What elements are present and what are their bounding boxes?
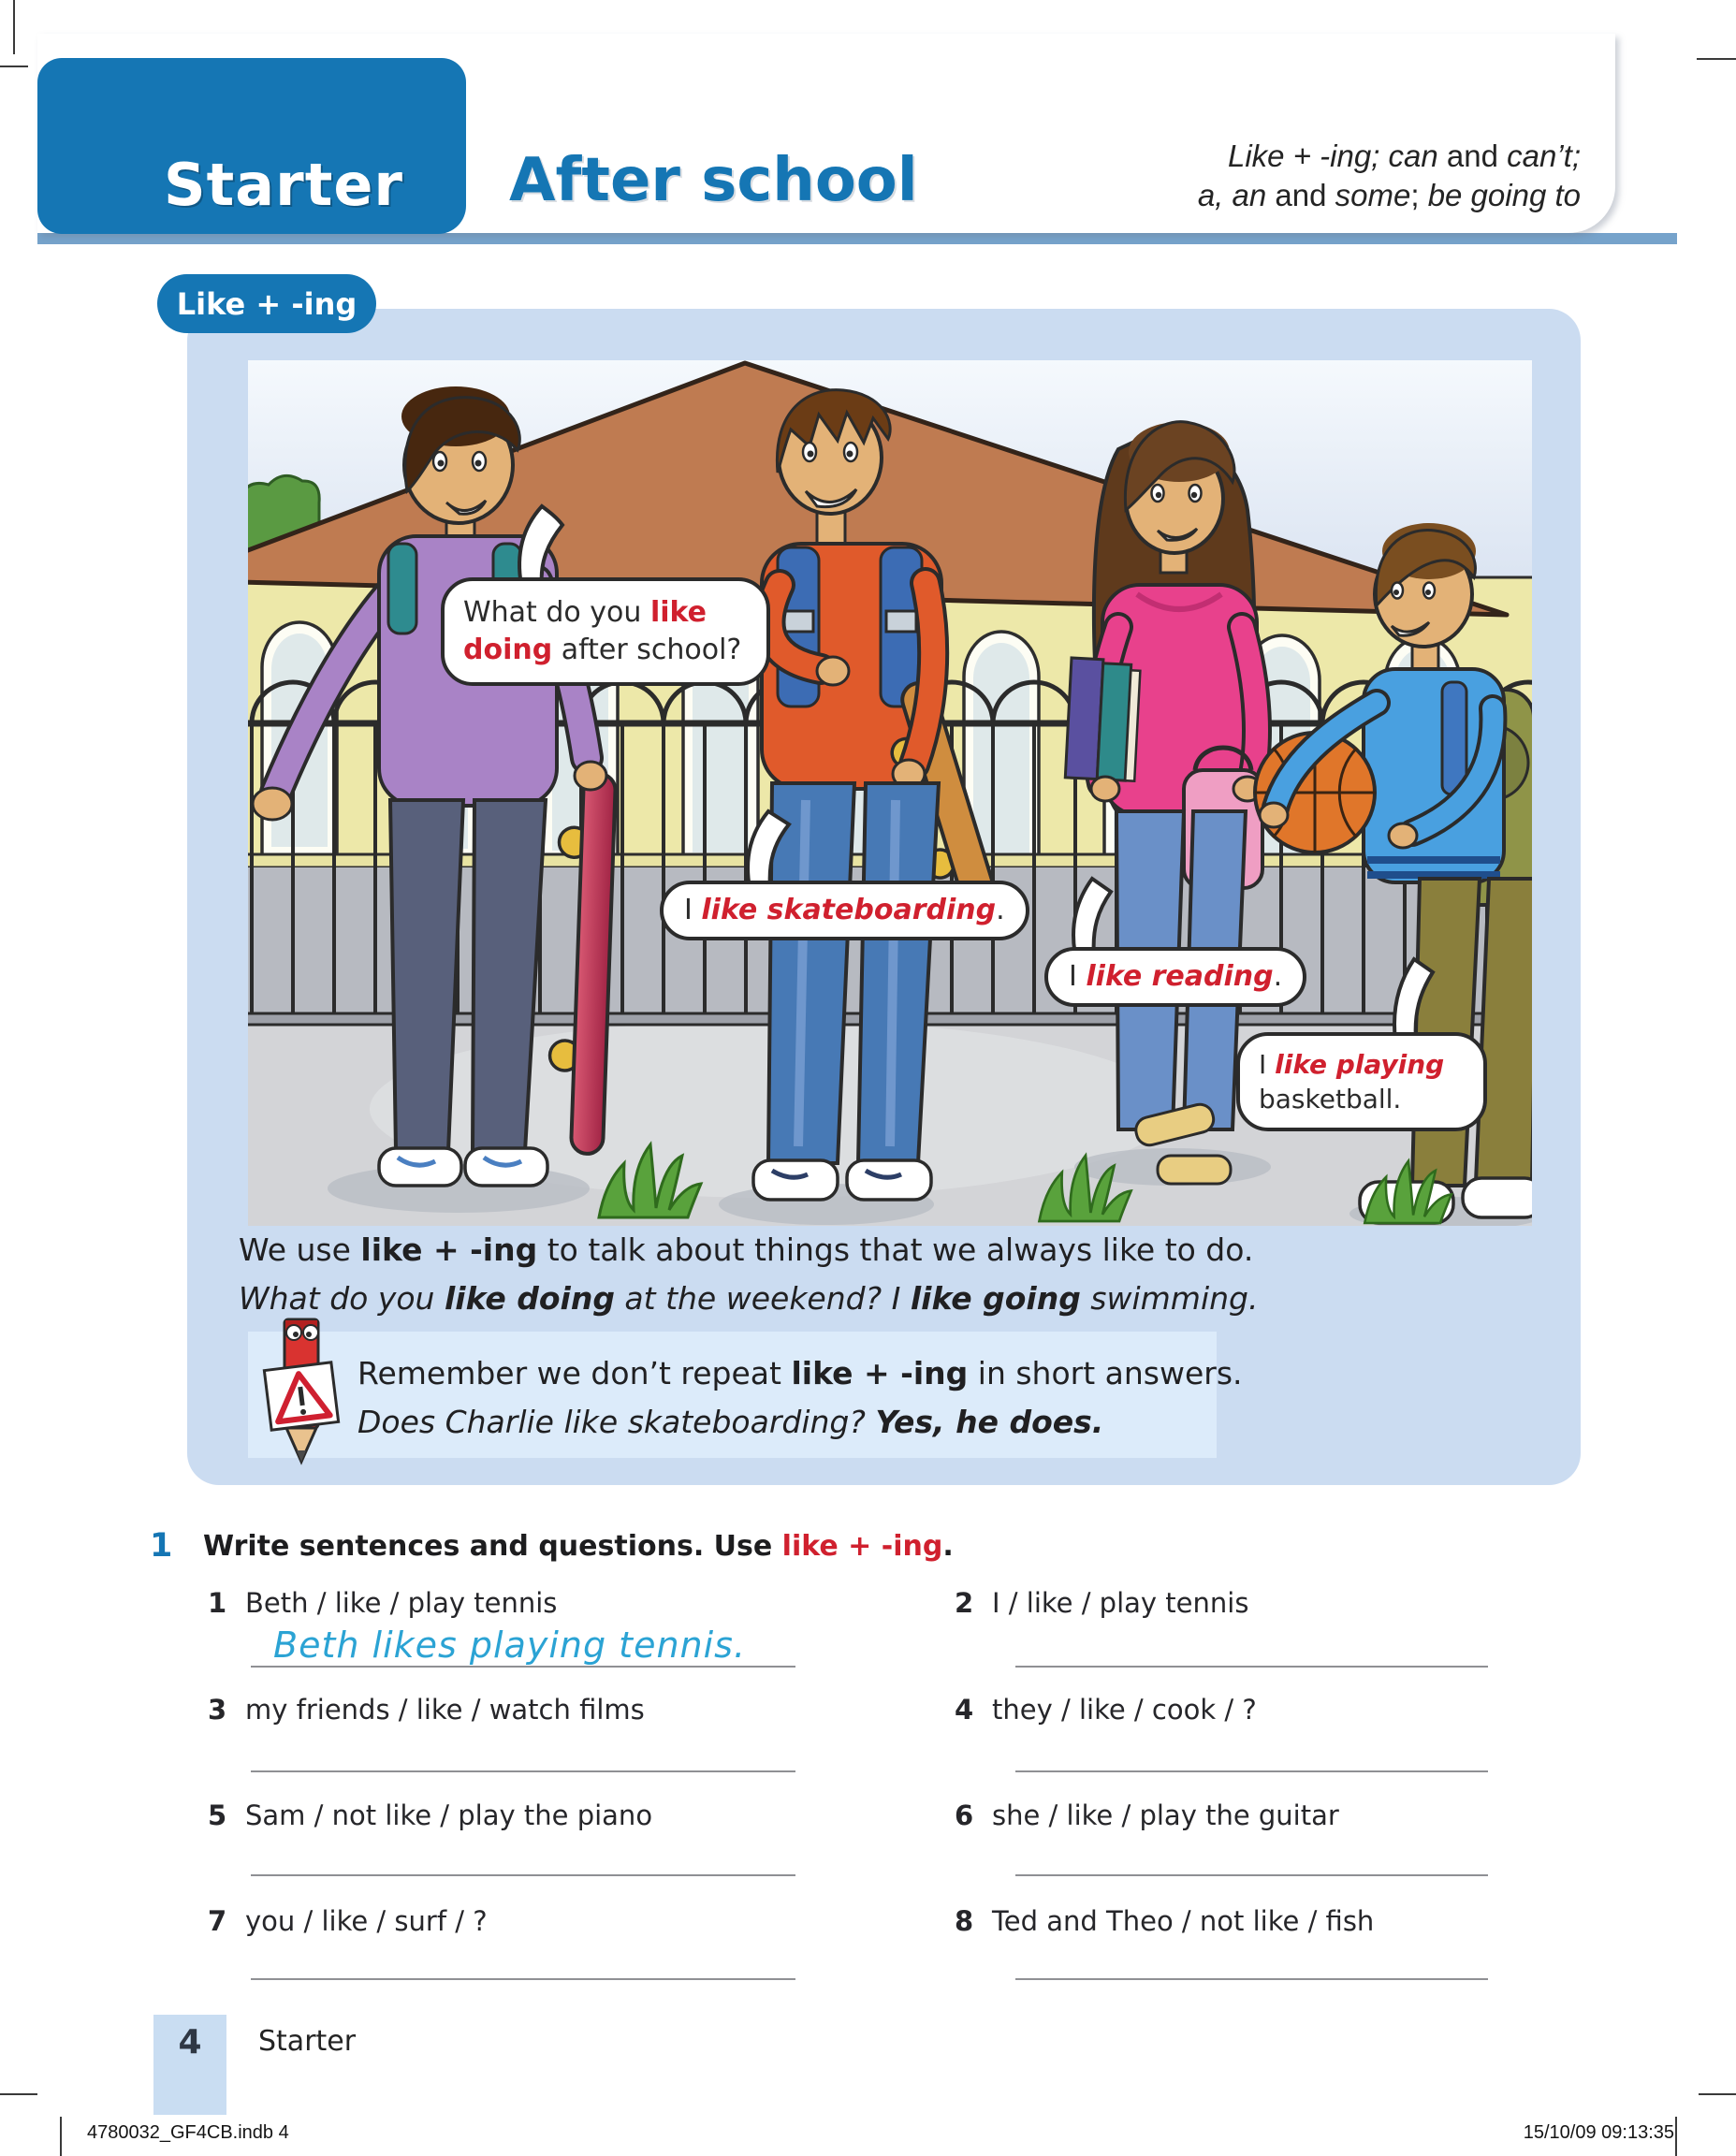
unit-topics-line1	[1198, 137, 1581, 176]
text-segment: after school?	[552, 634, 742, 666]
answer-line	[1015, 1874, 1488, 1876]
text-segment: like going	[910, 1280, 1081, 1317]
exercise-title	[203, 1530, 954, 1563]
text-segment: be going to	[1427, 178, 1581, 212]
text-segment: like doing	[444, 1280, 615, 1317]
answer-line	[1015, 1666, 1488, 1668]
exercise-number: 1	[150, 1527, 173, 1565]
text-segment: .	[996, 894, 1005, 926]
text-segment: like + -ing	[791, 1355, 969, 1391]
crop-mark	[1697, 58, 1736, 60]
item-number: 1	[208, 1587, 227, 1619]
crop-mark	[1675, 2117, 1677, 2156]
section-tag-pill: Like + -ing	[157, 274, 376, 333]
warning-sign-icon	[264, 1362, 338, 1430]
text-segment: What do you	[463, 596, 650, 629]
reminder-rule-line	[357, 1355, 1243, 1391]
speech-bubble-skateboarding	[660, 881, 1029, 940]
school-books	[1065, 658, 1141, 781]
exercise-item-6	[955, 1799, 1339, 1831]
text-segment: doing	[463, 634, 553, 666]
crop-mark	[0, 66, 28, 67]
text-segment: Remember we don’t repeat	[357, 1355, 792, 1391]
answer-line	[1015, 1770, 1488, 1772]
unit-tab-label: Starter	[164, 151, 403, 219]
exercise-item-7	[208, 1905, 488, 1937]
unit-tab	[37, 58, 466, 234]
item-number: 2	[955, 1587, 974, 1619]
item-number: 6	[955, 1799, 974, 1831]
item-number: 7	[208, 1905, 227, 1937]
item-number: 3	[208, 1694, 227, 1726]
pencil-mascot-icon	[258, 1314, 344, 1465]
crop-mark	[60, 2117, 62, 2156]
text-segment: Does Charlie like skateboarding?	[357, 1404, 876, 1440]
text-segment: like playing	[1275, 1049, 1445, 1080]
text-segment: What do you	[239, 1280, 445, 1317]
text-segment: like skateboarding	[701, 894, 997, 926]
text-segment: a, an	[1197, 178, 1267, 212]
exercise-item-5	[208, 1799, 652, 1831]
header-underline-bar	[37, 233, 1677, 244]
text-segment: .	[1273, 960, 1283, 993]
text-segment: I	[1259, 1049, 1276, 1080]
text-segment: swimming.	[1080, 1280, 1259, 1317]
answer-line	[251, 1978, 795, 1980]
speech-bubble-reading	[1044, 947, 1306, 1007]
item-prompt: Beth / like / play tennis	[245, 1587, 558, 1619]
item-prompt: she / like / play the guitar	[992, 1799, 1339, 1831]
text-segment: like	[649, 596, 708, 629]
text-segment: like reading	[1086, 960, 1274, 993]
item-number: 8	[955, 1905, 974, 1937]
page-title: After school	[509, 146, 918, 215]
item-prompt: Ted and Theo / not like / fish	[992, 1905, 1375, 1937]
crop-mark	[13, 0, 15, 54]
grammar-rule-line	[239, 1231, 1253, 1268]
crop-mark	[0, 2093, 37, 2095]
item-prompt: you / like / surf / ?	[245, 1905, 488, 1937]
text-segment: basketball.	[1259, 1084, 1402, 1114]
text-segment: like + -ing	[360, 1231, 538, 1268]
text-segment: I	[1069, 960, 1087, 993]
reminder-example-line	[357, 1404, 1103, 1440]
text-segment: and	[1266, 178, 1335, 212]
speech-bubble-question	[441, 577, 770, 686]
answer-line	[1015, 1978, 1488, 1980]
text-segment: in short answers.	[968, 1355, 1243, 1391]
item-number: 5	[208, 1799, 227, 1831]
text-segment: to talk about things that we always like to do.	[537, 1231, 1254, 1268]
text-segment: .	[942, 1530, 954, 1563]
grammar-example-line	[239, 1280, 1258, 1317]
exercise-item-8	[955, 1905, 1374, 1937]
answer-line	[251, 1770, 795, 1772]
item-prompt: I / like / play tennis	[992, 1587, 1249, 1619]
unit-topics-line2	[1198, 176, 1581, 215]
text-segment: at the weekend? I	[614, 1280, 911, 1317]
text-segment: can’t;	[1507, 138, 1581, 173]
text-segment: Yes, he does.	[875, 1404, 1104, 1440]
text-segment: some	[1335, 178, 1411, 212]
imprint-filename: 4780032_GF4CB.indb 4	[87, 2122, 289, 2143]
page-number: 4	[178, 2023, 202, 2061]
imprint-timestamp: 15/10/09 09:13:35	[1523, 2122, 1674, 2143]
text-segment: Like + -ing; can	[1228, 138, 1438, 173]
speech-bubble-basketball	[1236, 1032, 1487, 1131]
exercise-item-3	[208, 1694, 645, 1726]
item-prompt: Sam / not like / play the piano	[245, 1799, 653, 1831]
unit-topics	[1198, 137, 1581, 215]
footer-unit-label: Starter	[258, 2025, 357, 2058]
text-segment: I	[684, 894, 702, 926]
handwritten-answer: Beth likes playing tennis.	[273, 1624, 747, 1666]
text-segment: and	[1437, 138, 1508, 173]
exercise-item-2	[955, 1587, 1248, 1619]
exercise-item-4	[955, 1694, 1257, 1726]
exercise-item-1	[208, 1587, 557, 1619]
text-segment: Write sentences and questions. Use	[203, 1530, 782, 1563]
item-prompt: my friends / like / watch films	[245, 1694, 645, 1726]
text-segment: ;	[1410, 178, 1428, 212]
answer-line	[251, 1666, 795, 1668]
crop-mark	[1699, 2093, 1736, 2095]
school-scene-illustration	[248, 360, 1532, 1226]
text-segment: We use	[239, 1231, 361, 1268]
item-number: 4	[955, 1694, 974, 1726]
text-segment: like + -ing	[781, 1530, 943, 1563]
item-prompt: they / like / cook / ?	[992, 1694, 1257, 1726]
answer-line	[251, 1874, 795, 1876]
